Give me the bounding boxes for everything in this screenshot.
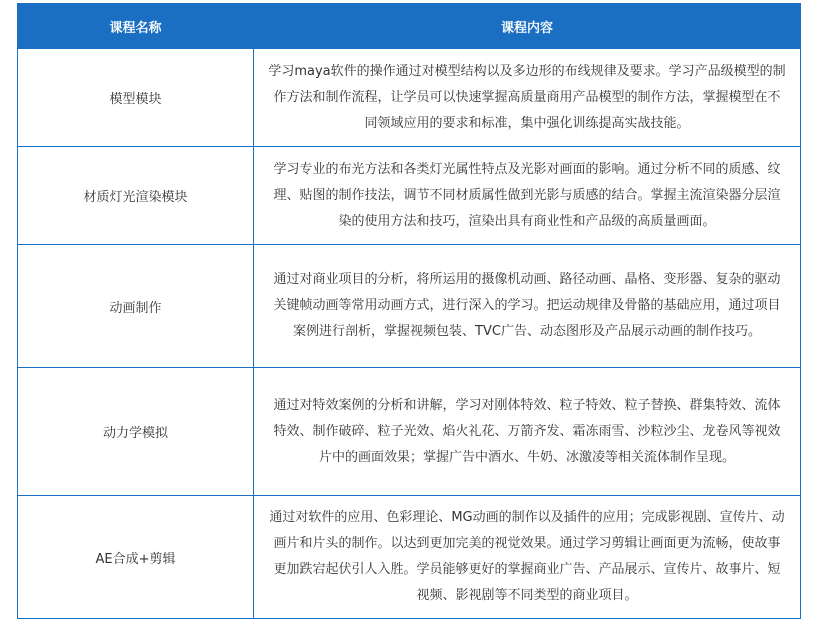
table-row (18, 245, 801, 368)
table-row (18, 147, 801, 245)
course-name-cell: 动画制作 (18, 245, 254, 368)
header-course-name: 课程名称 (18, 4, 254, 49)
course-name-cell: 动力学模拟 (18, 368, 254, 496)
course-content-cell: 通过对特效案例的分析和讲解，学习对刚体特效、粒子特效、粒子替换、群集特效、流体特效、制作破碎、粒子光效、焰火礼花、万箭齐发、霜冻雨雪、沙粒沙尘、龙卷风等视效片中的画面效果；掌握广告中酒水、牛奶、冰激凌等相关流体制作呈现。 (254, 368, 801, 496)
course-name-cell: AE合成+剪辑 (18, 496, 254, 619)
table-row (18, 368, 801, 496)
header-course-content: 课程内容 (254, 4, 801, 49)
course-content-cell: 学习maya软件的操作通过对模型结构以及多边形的布线规律及要求。学习产品级模型的制作方法和制作流程，让学员可以快速掌握高质量商用产品模型的制作方法，掌握模型在不同领域应用的要求和标准，集中强化训练提高实战技能。 (254, 49, 801, 147)
table-header-row (18, 4, 801, 49)
table-row (18, 496, 801, 619)
course-name-cell: 材质灯光渲染模块 (18, 147, 254, 245)
table-row (18, 49, 801, 147)
course-name-cell: 模型模块 (18, 49, 254, 147)
course-content-cell: 通过对商业项目的分析，将所运用的摄像机动画、路径动画、晶格、变形器、复杂的驱动关键帧动画等常用动画方式，进行深入的学习。把运动规律及骨骼的基础应用，通过项目案例进行剖析，掌握视频包装、TVC广告、动态图形及产品展示动画的制作技巧。 (254, 245, 801, 368)
course-table (17, 3, 801, 619)
course-content-cell: 学习专业的布光方法和各类灯光属性特点及光影对画面的影响。通过分析不同的质感、纹理、贴图的制作技法，调节不同材质属性做到光影与质感的结合。掌握主流渲染器分层渲染的使用方法和技巧，渲染出具有商业性和产品级的高质量画面。 (254, 147, 801, 245)
course-content-cell: 通过对软件的应用、色彩理论、MG动画的制作以及插件的应用；完成影视剧、宣传片、动画片和片头的制作。以达到更加完美的视觉效果。通过学习剪辑让画面更为流畅，使故事更加跌宕起伏引人入胜。学员能够更好的掌握商业广告、产品展示、宣传片、故事片、短视频、影视剧等不同类型的商业项目。 (254, 496, 801, 619)
